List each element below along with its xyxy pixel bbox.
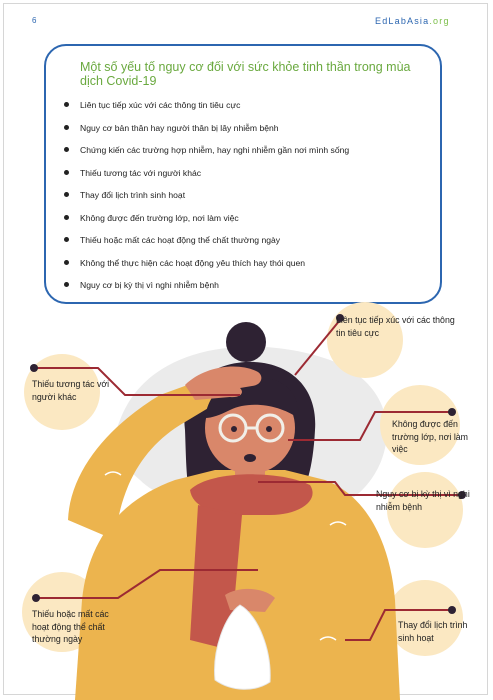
label-lack-of-interaction: Thiếu tương tác với người khác	[32, 379, 110, 402]
label-circle	[387, 580, 463, 656]
label-no-school-work: Không được đến trường lớp, nơi làm việc	[392, 419, 468, 454]
bullet-icon	[64, 147, 69, 152]
list-item	[64, 233, 349, 256]
risk-factors-box	[44, 44, 442, 304]
list-item-text: Nguy cơ bản thân hay người thân bị lây nhiễm bệnh	[80, 122, 279, 133]
brand-name: EdLabAsia	[375, 16, 430, 26]
label-lack-physical-activity: Thiếu hoặc mất các hoạt động thể chất thường ngày	[32, 609, 109, 644]
list-item-text: Chứng kiến các trường hợp nhiễm, hay nghi nhiễm gần nơi mình sống	[80, 145, 350, 155]
list-item-text: Không thể thực hiện các hoạt động yêu thích hay thói quen	[80, 257, 306, 268]
mouth	[244, 454, 256, 462]
list-item-text: Nguy cơ bị kỳ thị vì nghi nhiễm bệnh	[80, 280, 219, 290]
list-item-text: Không được đến trường lớp, nơi làm việc	[80, 212, 239, 223]
bullet-icon	[64, 215, 69, 220]
list-item-text: Thiếu hoặc mất các hoạt động thể chất thường ngày	[80, 235, 281, 245]
list-item-text: Liên tục tiếp xúc với các thông tin tiêu cực	[80, 100, 241, 110]
bullet-icon	[64, 237, 69, 242]
bullet-icon	[64, 192, 69, 197]
list-item	[64, 166, 349, 189]
box-title: Một số yếu tố nguy cơ đối với sức khỏe tinh thần trong mùa dịch Covid-19	[80, 60, 411, 88]
label-negative-information: Liên tục tiếp xúc với các thông tin tiêu cực	[336, 315, 455, 338]
brand-logo	[375, 16, 450, 26]
connector-dot	[448, 606, 456, 614]
bullet-icon	[64, 102, 69, 107]
hair-bun	[226, 322, 266, 362]
bullet-icon	[64, 170, 69, 175]
list-item	[64, 211, 349, 234]
list-item	[64, 188, 349, 211]
list-item	[64, 143, 349, 166]
bullet-icon	[64, 282, 69, 287]
connector-dot	[448, 408, 456, 416]
bullet-icon	[64, 260, 69, 265]
bullet-icon	[64, 125, 69, 130]
list-item	[64, 256, 349, 279]
list-item-text: Thay đổi lịch trình sinh hoạt	[80, 190, 186, 200]
connector-dot	[30, 364, 38, 372]
label-stigma-risk: Nguy cơ bị kỳ thị vì nghi nhiễm bệnh	[376, 489, 470, 512]
list-item-text: Thiếu tương tác với người khác	[80, 167, 202, 178]
eye	[231, 426, 237, 432]
eye	[266, 426, 272, 432]
list-item	[64, 98, 349, 121]
label-routine-change: Thay đổi lịch trình sinh hoạt	[398, 620, 468, 643]
list-item	[64, 278, 349, 301]
brand-domain: .org	[429, 16, 450, 26]
page-number: 6	[32, 16, 37, 25]
list-item	[64, 121, 349, 144]
connector-dot	[32, 594, 40, 602]
risk-list	[64, 98, 349, 301]
